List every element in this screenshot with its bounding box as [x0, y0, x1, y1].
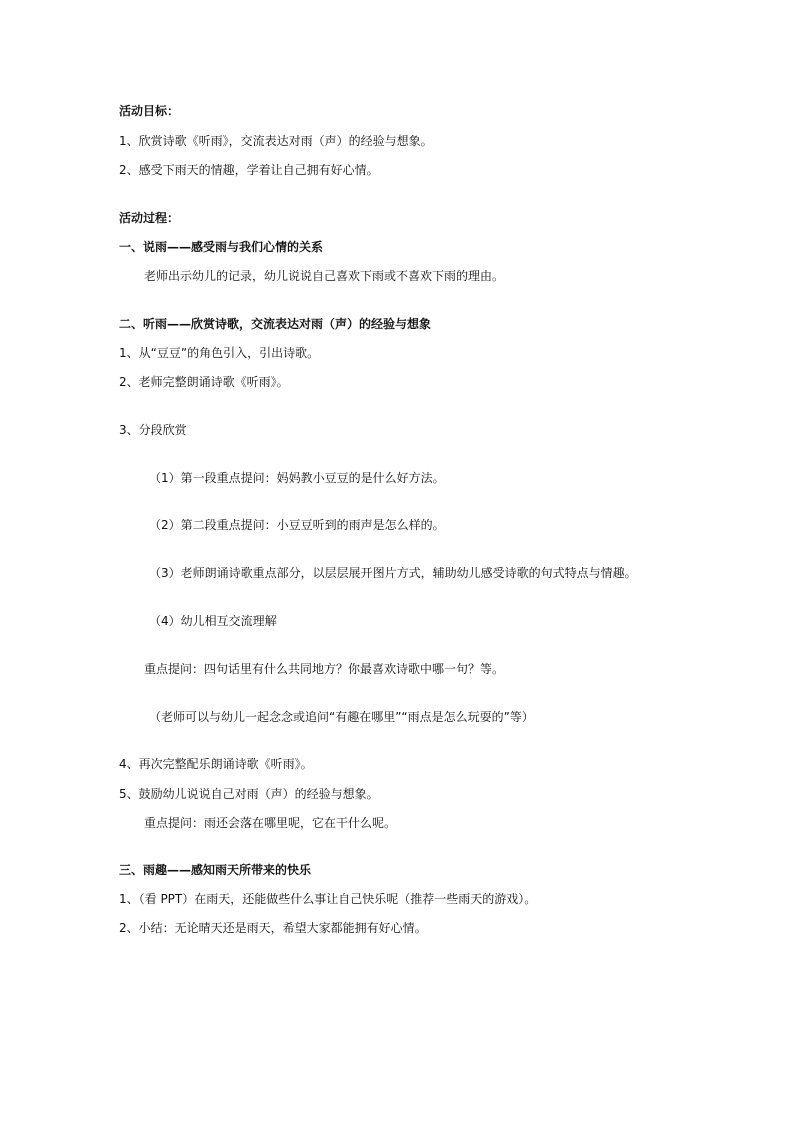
- section-2-line-6: （3）老师朗诵诗歌重点部分，以层层展开图片方式，辅助幼儿感受诗歌的句式特点与情趣。: [149, 566, 637, 580]
- section-2-line-9: （老师可以与幼儿一起念念或追问“有趣在哪里”“雨点是怎么玩耍的”等）: [149, 710, 534, 724]
- section-3-line-2: 2、小结：无论晴天还是雨天，希望大家都能拥有好心情。: [119, 921, 427, 935]
- goal-item-1: 1、欣赏诗歌《听雨》，交流表达对雨（声）的经验与想象。: [119, 134, 433, 148]
- section-3-title: 三、雨趣——感知雨天所带来的快乐: [119, 863, 312, 877]
- section-2-line-12: 重点提问：雨还会落在哪里呢，它在干什么呢。: [144, 816, 397, 830]
- goal-item-2: 2、感受下雨天的情趣，学着让自己拥有好心情。: [119, 163, 379, 177]
- section-2-line-2: 2、老师完整朗诵诗歌《听雨》。: [119, 375, 289, 389]
- section-1-title: 一、说雨——感受雨与我们心情的关系: [119, 240, 324, 254]
- section-3-line-1: 1、（看 PPT）在雨天，还能做些什么事让自己快乐呢（推荐一些雨天的游戏）。: [119, 892, 537, 906]
- section-2-line-10: 4、再次完整配乐朗诵诗歌《听雨》。: [119, 757, 313, 771]
- section-2-line-11: 5、鼓励幼儿说说自己对雨（声）的经验与想象。: [119, 787, 379, 801]
- goals-heading: 活动目标：: [119, 104, 180, 118]
- section-2-title: 二、听雨——欣赏诗歌，交流表达对雨（声）的经验与想象: [119, 317, 432, 331]
- section-1-line-1: 老师出示幼儿的记录，幼儿说说自己喜欢下雨或不喜欢下雨的理由。: [144, 269, 505, 283]
- section-2-line-1: 1、从“豆豆”的角色引入，引出诗歌。: [119, 346, 320, 360]
- section-2-line-8: 重点提问：四句话里有什么共同地方？你最喜欢诗歌中哪一句？等。: [144, 662, 505, 676]
- section-2-line-4: （1）第一段重点提问：妈妈教小豆豆的是什么好方法。: [149, 471, 445, 485]
- section-2-line-7: （4）幼儿相互交流理解: [149, 614, 277, 628]
- process-heading: 活动过程：: [119, 211, 180, 225]
- section-2-line-5: （2）第二段重点提问：小豆豆听到的雨声是怎么样的。: [149, 518, 445, 532]
- section-2-line-3: 3、分段欣赏: [119, 423, 187, 437]
